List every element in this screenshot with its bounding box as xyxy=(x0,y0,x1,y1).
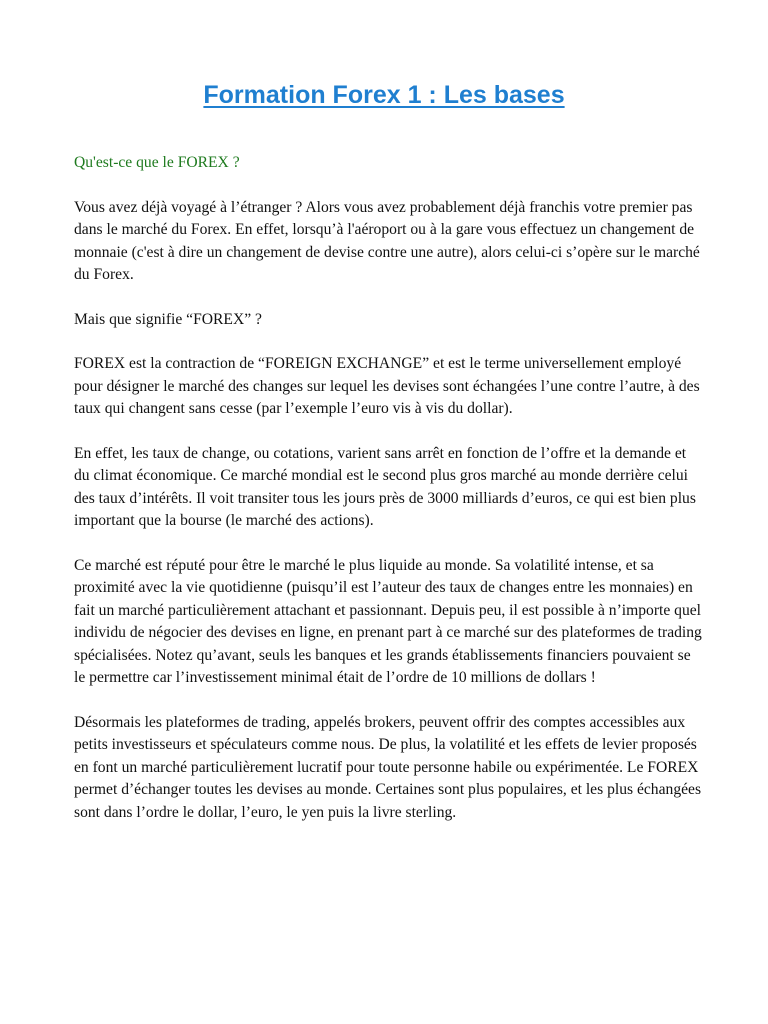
document-body xyxy=(74,152,704,846)
paragraph-intro: Vous avez déjà voyagé à l’étranger ? Alors vous avez probablement déjà franchis votre premier pas dans le marché du Forex. En effet, lorsqu’à l'aéroport ou à la gare vous effectuez un changement de monnaie (c'est à dire un changement de devise contre une autre), alors celui-ci s’opère sur le marché du Forex. xyxy=(74,198,700,283)
section-heading: Qu'est-ce que le FOREX ? xyxy=(74,154,240,171)
paragraph-liquidity: Ce marché est réputé pour être le marché le plus liquide au monde. Sa volatilité intense, et sa proximité avec la vie quotidienne (puisqu’il est l’auteur des taux de changes entre les monnaies) en fait un marché particulièrement attachant et passionnant. Depuis peu, il est possible à n’importe quel individu de négocier des devises en ligne, en prenant part à ce marché sur des plateformes de trading spécialisées. Notez qu’avant, seuls les banques et les grands établissements financiers pouvaient se le permettre car l’investissement minimal était de l’ordre de 10 millions de dollars ! xyxy=(74,556,702,686)
paragraph-exchange-rates: En effet, les taux de change, ou cotations, varient sans arrêt en fonction de l’offre et la demande et du climat économique. Ce marché mondial est le second plus gros marché au monde derrière celui des taux d’intérêts. Il voit transiter tous les jours près de 3000 milliards d’euros, ce qui est bien plus important que la bourse (le marché des actions). xyxy=(74,444,696,529)
paragraph-definition: FOREX est la contraction de “FOREIGN EXCHANGE” et est le terme universellement employé pour désigner le marché des changes sur lequel les devises sont échangées l’une contre l’autre, à des taux qui changent sans cesse (par l’exemple l’euro vis à vis du dollar). xyxy=(74,355,700,417)
document-title: Formation Forex 1 : Les bases xyxy=(203,81,565,109)
paragraph-brokers: Désormais les plateformes de trading, appelés brokers, peuvent offrir des comptes accessibles aux petits investisseurs et spéculateurs comme nous. De plus, la volatilité et les effets de levier proposés en font un marché particulièrement lucratif pour toute personne habile ou expérimentée. Le FOREX permet d’échanger toutes les devises au monde. Certaines sont plus populaires, et les plus échangées sont dans l’ordre le dollar, l’euro, le yen puis la livre sterling. xyxy=(74,713,702,821)
paragraph-question: Mais que signifie “FOREX” ? xyxy=(74,310,262,328)
